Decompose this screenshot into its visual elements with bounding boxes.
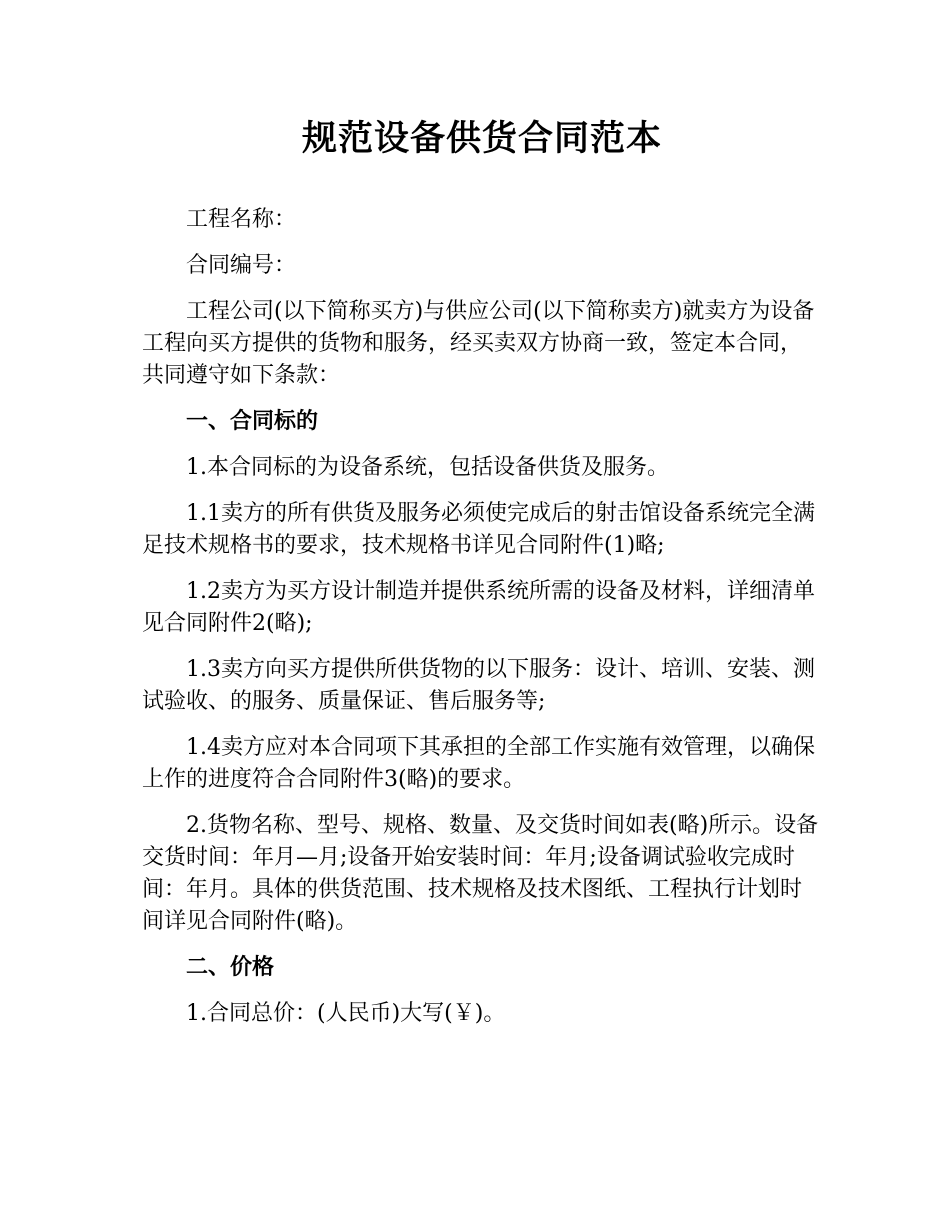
contract-number-field: 合同编号：	[186, 253, 297, 278]
clause-1-4: 1.4卖方应对本合同项下其承担的全部工作实施有效管理，以确保上作的进度符合合同附件3(略)的要求。	[142, 735, 815, 792]
clause-1: 1.本合同标的为设备系统，包括设备供货及服务。	[186, 455, 669, 480]
clause-2: 2.货物名称、型号、规格、数量、及交货时间如表(略)所示。设备交货时间：年月—月;设备开始安装时间：年月;设备调试验收完成时间：年月。具体的供货范围、技术规格及技术图纸、工程执行计划时间详见合同附件(略)。	[142, 813, 819, 934]
document-title: 规范设备供货合同范本	[301, 119, 662, 159]
document-body	[142, 112, 822, 1044]
preamble-paragraph: 工程公司(以下简称买方)与供应公司(以下简称卖方)就卖方为设备工程向买方提供的货物和服务，经买卖双方协商一致，签定本合同，共同遵守如下条款：	[142, 299, 815, 388]
section-heading-subject: 一、合同标的	[186, 409, 319, 434]
clause-1-1: 1.1卖方的所有供货及服务必须使完成后的射击馆设备系统完全满足技术规格书的要求，技术规格书详见合同附件(1)略;	[142, 501, 815, 558]
clause-1-2: 1.2卖方为买方设计制造并提供系统所需的设备及材料，详细清单见合同附件2(略);	[142, 579, 815, 636]
project-name-field: 工程名称：	[186, 207, 297, 232]
section-heading-price: 二、价格	[186, 955, 275, 980]
clause-1-3: 1.3卖方向买方提供所供货物的以下服务：设计、培训、安装、测试验收、的服务、质量保证、售后服务等;	[142, 657, 815, 714]
price-clause-1: 1.合同总价：(人民币)大写(￥)。	[186, 1001, 506, 1026]
